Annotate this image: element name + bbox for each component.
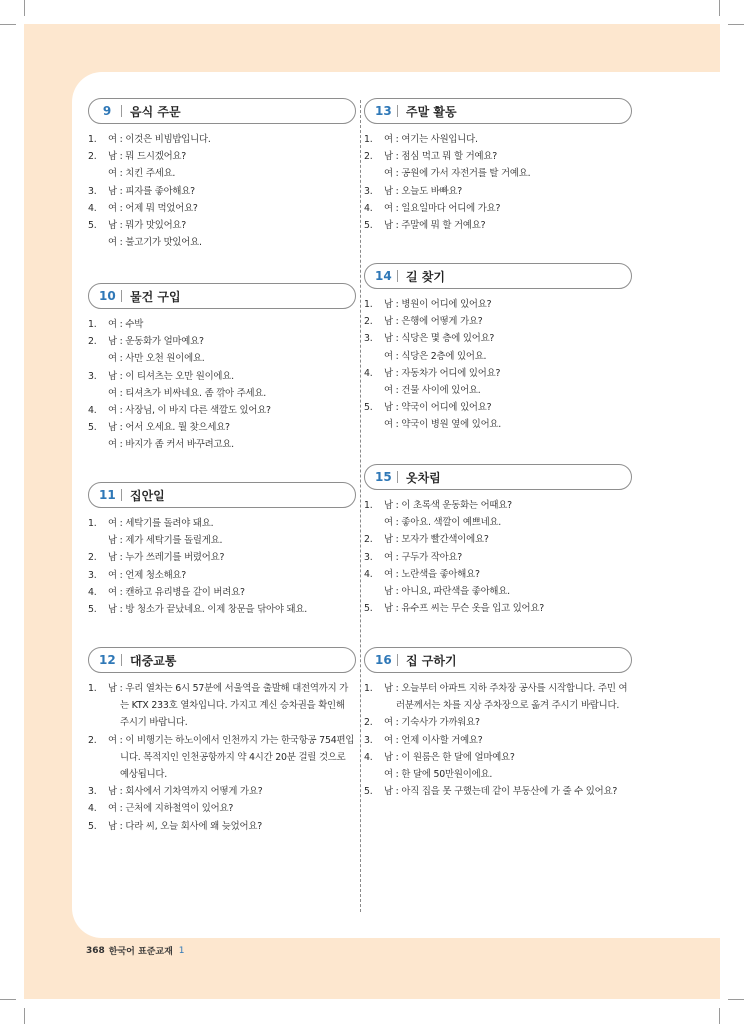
line-number: 3. xyxy=(88,370,97,382)
dialogue-line xyxy=(88,316,356,333)
line-text: 남 : 약국이 어디에 있어요? xyxy=(384,402,492,414)
line-text: 러분께서는 차를 지상 주차장으로 옮겨 주시기 바랍니다. xyxy=(396,700,620,712)
line-number: 4. xyxy=(88,202,97,214)
line-number: 3. xyxy=(364,333,373,345)
column-divider xyxy=(360,100,361,912)
section-header xyxy=(364,464,632,490)
dialogue-line xyxy=(88,350,356,367)
dialogue-line xyxy=(364,766,632,783)
line-text: 여 : 세탁기를 돌려야 돼요. xyxy=(108,518,214,529)
line-number xyxy=(88,234,108,251)
section-12 xyxy=(88,647,356,835)
line-number: 1. xyxy=(88,319,97,330)
line-text: 여 : 언제 청소해요? xyxy=(108,569,187,581)
line-text: 남 : 주말에 뭐 할 거예요? xyxy=(384,220,486,232)
line-text: 여 : 한 달에 50만원이에요. xyxy=(384,769,493,781)
line-text: 여 : 사만 오천 원이에요. xyxy=(108,353,205,365)
dialogue-lines xyxy=(364,680,632,800)
line-number: 3. xyxy=(364,551,373,563)
section-title: 주말 활동 xyxy=(406,104,457,119)
line-number: 2. xyxy=(88,151,97,163)
section-number: 14 xyxy=(375,269,392,283)
line-number: 1. xyxy=(88,518,97,529)
dialogue-line xyxy=(364,749,632,766)
dialogue-line xyxy=(88,436,356,453)
line-number xyxy=(364,514,384,531)
line-text: 니다. 목적지인 인천공항까지 약 4시간 20분 걸릴 것으로 xyxy=(120,751,346,763)
dialogue-line xyxy=(88,584,356,601)
line-number: 2. xyxy=(364,151,373,163)
dialogue-line xyxy=(88,368,356,385)
header-separator xyxy=(121,290,122,302)
dialogue-line xyxy=(364,531,632,548)
line-number: 2. xyxy=(88,552,97,564)
line-text: 남 : 자동차가 어디에 있어요? xyxy=(384,367,501,379)
line-text: 여 : 구두가 작아요? xyxy=(384,551,463,563)
section-number: 9 xyxy=(102,104,112,118)
dialogue-line xyxy=(364,732,632,749)
line-text: 남 : 은행에 어떻게 가요? xyxy=(384,316,483,328)
line-number: 5. xyxy=(364,220,373,232)
section-header xyxy=(88,283,356,309)
dialogue-line xyxy=(88,783,356,800)
line-number: 1. xyxy=(364,683,373,694)
line-text: 여 : 일요일마다 어디에 가요? xyxy=(384,202,501,214)
line-text: 남 : 방 청소가 끝났네요. 이제 창문을 닦아야 돼요. xyxy=(108,604,308,616)
line-text: 여 : 수박 xyxy=(108,319,144,330)
section-title: 집안일 xyxy=(130,488,165,503)
line-number: 4. xyxy=(364,202,373,214)
line-text: 여 : 사장님, 이 바지 다른 색깔도 있어요? xyxy=(108,405,271,417)
line-number: 5. xyxy=(364,603,373,615)
line-number: 4. xyxy=(88,803,97,815)
line-text: 여 : 이것은 비빔밥입니다. xyxy=(108,134,211,145)
header-separator xyxy=(121,105,122,117)
section-header xyxy=(88,98,356,124)
line-number: 1. xyxy=(364,134,373,145)
dialogue-line xyxy=(364,697,632,714)
book-title: 한국어 표준교재 xyxy=(108,947,173,957)
line-text: 남 : 뭐가 맛있어요? xyxy=(108,220,187,232)
line-number: 3. xyxy=(88,569,97,581)
line-text: 여 : 이 비행기는 하노이에서 인천까지 가는 한국항공 754편입 xyxy=(108,734,355,746)
dialogue-line xyxy=(364,583,632,600)
section-9 xyxy=(88,98,356,251)
section-title: 대중교통 xyxy=(130,653,177,668)
crop-mark xyxy=(719,0,720,16)
section-header xyxy=(88,647,356,673)
dialogue-line xyxy=(88,532,356,549)
line-text: 여 : 기숙사가 가까워요? xyxy=(384,717,480,729)
section-14 xyxy=(364,263,632,434)
dialogue-line xyxy=(364,217,632,234)
line-text: 남 : 유수프 씨는 무슨 옷을 입고 있어요? xyxy=(384,603,545,615)
line-text: 여 : 티셔츠가 비싸네요. 좀 깎아 주세요. xyxy=(108,387,267,399)
line-number: 5. xyxy=(88,220,97,232)
dialogue-lines xyxy=(364,131,632,234)
section-title: 물건 구입 xyxy=(130,289,181,304)
section-13 xyxy=(364,98,632,234)
line-text: 남 : 점심 먹고 뭐 할 거예요? xyxy=(384,151,497,163)
line-text: 여 : 공원에 가서 자전거를 탈 거예요. xyxy=(384,168,531,180)
dialogue-line xyxy=(364,131,632,148)
dialogue-line xyxy=(88,148,356,165)
dialogue-lines xyxy=(88,680,356,835)
section-number: 16 xyxy=(375,653,392,667)
dialogue-line xyxy=(364,148,632,165)
dialogue-line xyxy=(88,131,356,148)
line-number: 3. xyxy=(88,786,97,798)
section-15 xyxy=(364,464,632,617)
line-text: 남 : 병원이 어디에 있어요? xyxy=(384,299,492,310)
dialogue-line xyxy=(364,200,632,217)
line-number: 2. xyxy=(364,316,373,328)
section-number: 10 xyxy=(99,289,116,303)
crop-mark xyxy=(0,24,16,25)
section-header xyxy=(364,98,632,124)
dialogue-line xyxy=(364,549,632,566)
dialogue-line xyxy=(88,749,356,766)
dialogue-line xyxy=(88,183,356,200)
line-text: 남 : 식당은 몇 층에 있어요? xyxy=(384,333,495,345)
dialogue-line xyxy=(88,567,356,584)
line-number: 1. xyxy=(364,500,373,511)
line-text: 남 : 오늘도 바빠요? xyxy=(384,185,463,197)
section-number: 11 xyxy=(99,488,116,502)
dialogue-line xyxy=(88,818,356,835)
line-number xyxy=(364,382,384,399)
dialogue-line xyxy=(364,330,632,347)
line-text: 남 : 모자가 빨간색이에요? xyxy=(384,534,489,546)
line-number: 4. xyxy=(88,586,97,598)
dialogue-line xyxy=(364,566,632,583)
line-text: 는 KTX 233호 열차입니다. 가지고 계신 승차권을 확인해 xyxy=(120,700,345,712)
line-number: 5. xyxy=(364,786,373,798)
line-number: 5. xyxy=(88,820,97,832)
line-text: 남 : 우리 열차는 6시 57분에 서울역을 출발해 대전역까지 가 xyxy=(108,683,349,694)
dialogue-line xyxy=(88,732,356,749)
header-separator xyxy=(397,105,398,117)
line-text: 남 : 누가 쓰레기를 버렸어요? xyxy=(108,552,225,564)
dialogue-line xyxy=(364,783,632,800)
line-number: 2. xyxy=(364,717,373,729)
dialogue-line xyxy=(364,365,632,382)
dialogue-line xyxy=(88,165,356,182)
crop-mark xyxy=(719,1008,720,1024)
line-number: 1. xyxy=(364,299,373,310)
line-text: 여 : 치킨 주세요. xyxy=(108,168,176,180)
line-number xyxy=(88,350,108,367)
section-header xyxy=(364,647,632,673)
line-number xyxy=(364,583,384,600)
line-text: 여 : 약국이 병원 옆에 있어요. xyxy=(384,419,502,431)
dialogue-line xyxy=(364,348,632,365)
dialogue-line xyxy=(88,680,356,697)
dialogue-line xyxy=(88,766,356,783)
line-text: 여 : 언제 이사할 거예요? xyxy=(384,734,483,746)
section-16 xyxy=(364,647,632,800)
line-number xyxy=(88,165,108,182)
line-text: 남 : 운동화가 얼마예요? xyxy=(108,336,204,348)
section-number: 15 xyxy=(375,470,392,484)
line-number: 5. xyxy=(88,604,97,616)
section-10 xyxy=(88,283,356,454)
line-text: 남 : 이 티셔츠는 오만 원이에요. xyxy=(108,370,234,382)
dialogue-line xyxy=(88,549,356,566)
section-title: 길 찾기 xyxy=(406,269,445,284)
line-text: 주시기 바랍니다. xyxy=(120,717,188,729)
dialogue-line xyxy=(88,601,356,618)
section-title: 집 구하기 xyxy=(406,653,457,668)
line-text: 남 : 피자를 좋아해요? xyxy=(108,185,195,197)
dialogue-line xyxy=(88,200,356,217)
line-text: 여 : 어제 뭐 먹었어요? xyxy=(108,202,198,214)
line-number xyxy=(88,532,108,549)
line-text: 여 : 캔하고 유리병을 같이 버려요? xyxy=(108,586,245,598)
section-11 xyxy=(88,482,356,618)
page-footer xyxy=(86,944,185,957)
header-separator xyxy=(121,489,122,501)
line-text: 여 : 근처에 지하철역이 있어요? xyxy=(108,803,234,815)
header-separator xyxy=(121,654,122,666)
dialogue-line xyxy=(364,514,632,531)
line-text: 예상됩니다. xyxy=(120,769,168,781)
dialogue-line xyxy=(364,416,632,433)
dialogue-lines xyxy=(88,316,356,454)
dialogue-line xyxy=(364,714,632,731)
dialogue-line xyxy=(364,165,632,182)
crop-mark xyxy=(0,999,16,1000)
dialogue-lines xyxy=(88,131,356,251)
header-separator xyxy=(397,270,398,282)
dialogue-line xyxy=(88,419,356,436)
line-text: 남 : 오늘부터 아파트 지하 주차장 공사를 시작합니다. 주민 여 xyxy=(384,683,628,694)
line-number xyxy=(88,385,108,402)
section-title: 옷차림 xyxy=(406,470,441,485)
line-text: 남 : 어서 오세요. 뭘 찾으세요? xyxy=(108,422,230,434)
header-separator xyxy=(397,471,398,483)
line-text: 남 : 제가 세탁기를 돌릴게요. xyxy=(108,535,223,547)
line-number xyxy=(364,416,384,433)
line-text: 남 : 뭐 드시겠어요? xyxy=(108,151,187,163)
section-header xyxy=(364,263,632,289)
line-number: 1. xyxy=(88,683,97,694)
dialogue-line xyxy=(88,515,356,532)
dialogue-line xyxy=(88,697,356,714)
dialogue-lines xyxy=(364,296,632,434)
dialogue-line xyxy=(364,183,632,200)
page-number: 368 xyxy=(86,945,105,956)
line-number: 4. xyxy=(88,405,97,417)
line-text: 남 : 다라 씨, 오늘 회사에 왜 늦었어요? xyxy=(108,820,262,832)
line-number: 3. xyxy=(364,185,373,197)
line-number xyxy=(88,436,108,453)
dialogue-line xyxy=(364,313,632,330)
crop-mark xyxy=(728,24,744,25)
line-text: 남 : 아니요, 파란색을 좋아해요. xyxy=(384,586,510,598)
section-title: 음식 주문 xyxy=(130,104,181,119)
dialogue-line xyxy=(88,402,356,419)
dialogue-line xyxy=(88,217,356,234)
volume-number: 1 xyxy=(178,945,185,956)
dialogue-line xyxy=(88,333,356,350)
dialogue-lines xyxy=(88,515,356,618)
dialogue-line xyxy=(88,800,356,817)
header-separator xyxy=(397,654,398,666)
line-number xyxy=(364,348,384,365)
dialogue-line xyxy=(364,296,632,313)
line-number: 4. xyxy=(364,751,373,763)
dialogue-line xyxy=(364,600,632,617)
line-text: 남 : 이 원룸은 한 달에 얼마예요? xyxy=(384,751,515,763)
dialogue-line xyxy=(364,382,632,399)
line-text: 여 : 식당은 2층에 있어요. xyxy=(384,350,487,362)
line-text: 여 : 바지가 좀 커서 바꾸려고요. xyxy=(108,439,234,451)
crop-mark xyxy=(728,999,744,1000)
line-text: 여 : 건물 사이에 있어요. xyxy=(384,385,481,397)
section-number: 13 xyxy=(375,104,392,118)
line-number xyxy=(364,165,384,182)
line-number: 5. xyxy=(88,422,97,434)
dialogue-line xyxy=(88,234,356,251)
line-number xyxy=(364,766,384,783)
line-text: 남 : 아직 집을 못 구했는데 같이 부동산에 가 줄 수 있어요? xyxy=(384,786,618,798)
line-text: 여 : 좋아요. 색깔이 예쁘네요. xyxy=(384,517,502,529)
dialogue-line xyxy=(364,399,632,416)
dialogue-lines xyxy=(364,497,632,617)
dialogue-line xyxy=(364,680,632,697)
dialogue-line xyxy=(364,497,632,514)
line-number: 1. xyxy=(88,134,97,145)
line-text: 여 : 불고기가 맛있어요. xyxy=(108,237,202,249)
section-number: 12 xyxy=(99,653,116,667)
dialogue-line xyxy=(88,714,356,731)
line-text: 여 : 노란색을 좋아해요? xyxy=(384,568,480,580)
dialogue-line xyxy=(88,385,356,402)
line-number: 2. xyxy=(88,336,97,348)
section-header xyxy=(88,482,356,508)
line-number: 4. xyxy=(364,367,373,379)
line-text: 여 : 여기는 사원입니다. xyxy=(384,134,478,145)
line-number: 2. xyxy=(364,534,373,546)
crop-mark xyxy=(24,1008,25,1024)
line-number: 3. xyxy=(88,185,97,197)
crop-mark xyxy=(24,0,25,16)
line-text: 남 : 회사에서 기차역까지 어떻게 가요? xyxy=(108,786,263,798)
line-text: 남 : 이 초록색 운동화는 어때요? xyxy=(384,500,512,511)
line-number: 3. xyxy=(364,734,373,746)
line-number: 4. xyxy=(364,568,373,580)
line-number: 2. xyxy=(88,734,97,746)
line-number: 5. xyxy=(364,402,373,414)
